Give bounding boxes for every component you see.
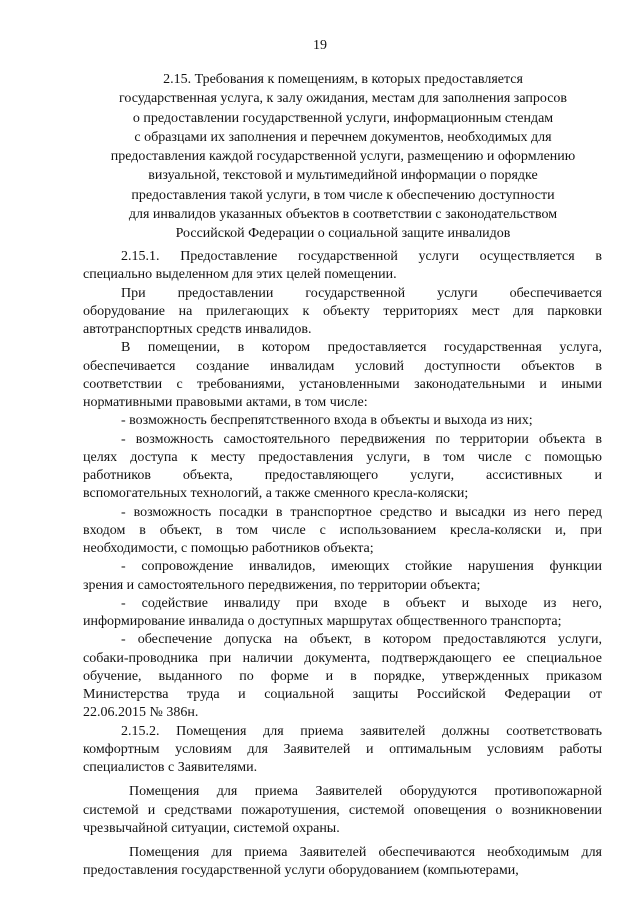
paragraph [83,285,602,340]
body-text [83,248,602,881]
paragraph [83,844,602,881]
paragraph-line: обучение, выданного по форме и в порядке, утвержденных приказом [83,668,602,684]
paragraph [83,783,602,838]
paragraph-line: 2.15.1. Предоставление государственной услуги осуществляется в [121,249,602,264]
heading-line: Российской Федерации о социальной защите инвалидов [175,226,511,242]
paragraph-line: В помещении, в котором предоставляется государственная услуга, [121,340,602,356]
paragraph-line: собаки-проводника при наличии документа, подтверждающего ее специальное [83,650,602,666]
paragraph-line: Министерства труда и социальной защиты Российской Федерации от [83,687,602,702]
heading-line: о предоставлении государственной услуги, информационным стендам [132,110,554,126]
paragraph [83,431,602,504]
section-heading [96,70,590,244]
paragraph-line: - возможность беспрепятственного входа в объекты и выхода из них; [121,413,533,429]
paragraph-line: входом в объект, в том числе с использованием кресла-коляски и, при [83,522,602,538]
paragraph-line: 2.15.2. Помещения для приема заявителей должны соответствовать [121,723,602,739]
paragraph-line: Помещения для приема Заявителей оборудуются противопожарной [129,784,602,800]
paragraph-line: комфортным условиям для Заявителей и оптимальным условиям работы [83,741,602,757]
paragraph-line: специально выделенном для этих целей помещении. [83,267,397,283]
paragraph [83,558,602,595]
paragraph-line: оборудование на прилегающих к объекту территориях мест для парковки [83,303,602,319]
heading-line: предоставления такой услуги, в том числе к обеспечению доступности [131,187,555,203]
heading-line: с образцами их заполнения и перечнем документов, необходимых для [134,129,552,145]
paragraph-line: - возможность посадки в транспортное средство и высадки из него перед [121,504,602,520]
paragraph [83,248,602,285]
paragraph-line: - обеспечение допуска на объект, в котором предоставляются услуги, [121,632,602,648]
paragraph-line: - содействие инвалиду при входе в объект и выходе из него, [121,595,602,611]
paragraph-line: информирование инвалида о доступных маршрутах общественного транспорта; [83,614,562,629]
paragraph-line: нормативными правовыми актами, в том числе: [83,395,368,410]
paragraph-line: автотранспортных средств инвалидов. [83,322,312,337]
paragraph [83,412,602,430]
paragraph-line: вспомогательных технологий, а также сменного кресла-коляски; [83,486,469,502]
heading-line: для инвалидов указанных объектов в соответствии с законодательством [128,207,558,223]
paragraph-line: целях доступа к месту предоставления услуги, в том числе с помощью [83,449,602,465]
heading-line: визуальной, текстовой и мультимедийной информации о порядке [148,168,538,184]
page-number: 19 [313,38,327,53]
paragraph-line: зрения и самостоятельного передвижения, по территории объекта; [83,577,481,593]
paragraph [83,723,602,778]
paragraph-line: необходимости, с помощью работников объекта; [83,541,374,556]
paragraph-line: обеспечивается создание инвалидам условий доступности объектов в [83,358,602,374]
paragraph-line: предоставления государственной услуги оборудованием (компьютерами, [83,863,519,879]
heading-line: 2.15. Требования к помещениям, в которых предоставляется [163,72,523,87]
heading-line: предоставления каждой государственной услуги, размещению и оформлению [110,149,576,165]
heading-line: государственная услуга, к залу ожидания, местам для заполнения запросов [118,91,568,107]
paragraph-line: При предоставлении государственной услуги обеспечивается [121,285,602,301]
paragraph-line: чрезвычайной ситуации, системой охраны. [83,820,340,836]
paragraph [83,504,602,559]
paragraph [83,595,602,632]
paragraph [83,339,602,412]
paragraph-line: - возможность самостоятельного передвижения по территории объекта в [121,431,602,447]
paragraph-line: 22.06.2015 № 386н. [83,705,199,721]
paragraph-line: специалистов с Заявителями. [83,760,258,775]
paragraph-line: - сопровождение инвалидов, имеющих стойкие нарушения функции [121,559,602,575]
paragraph-line: работников объекта, предоставляющего услуги, ассистивных и [83,468,602,483]
paragraph [83,631,602,722]
paragraph-line: системой и средствами пожаротушения, системой оповещения о возникновении [83,802,602,818]
paragraph-line: Помещения для приема Заявителей обеспечиваются необходимым для [129,845,602,860]
paragraph-line: соответствии с требованиями, установленными законодательными и иными [83,376,602,392]
